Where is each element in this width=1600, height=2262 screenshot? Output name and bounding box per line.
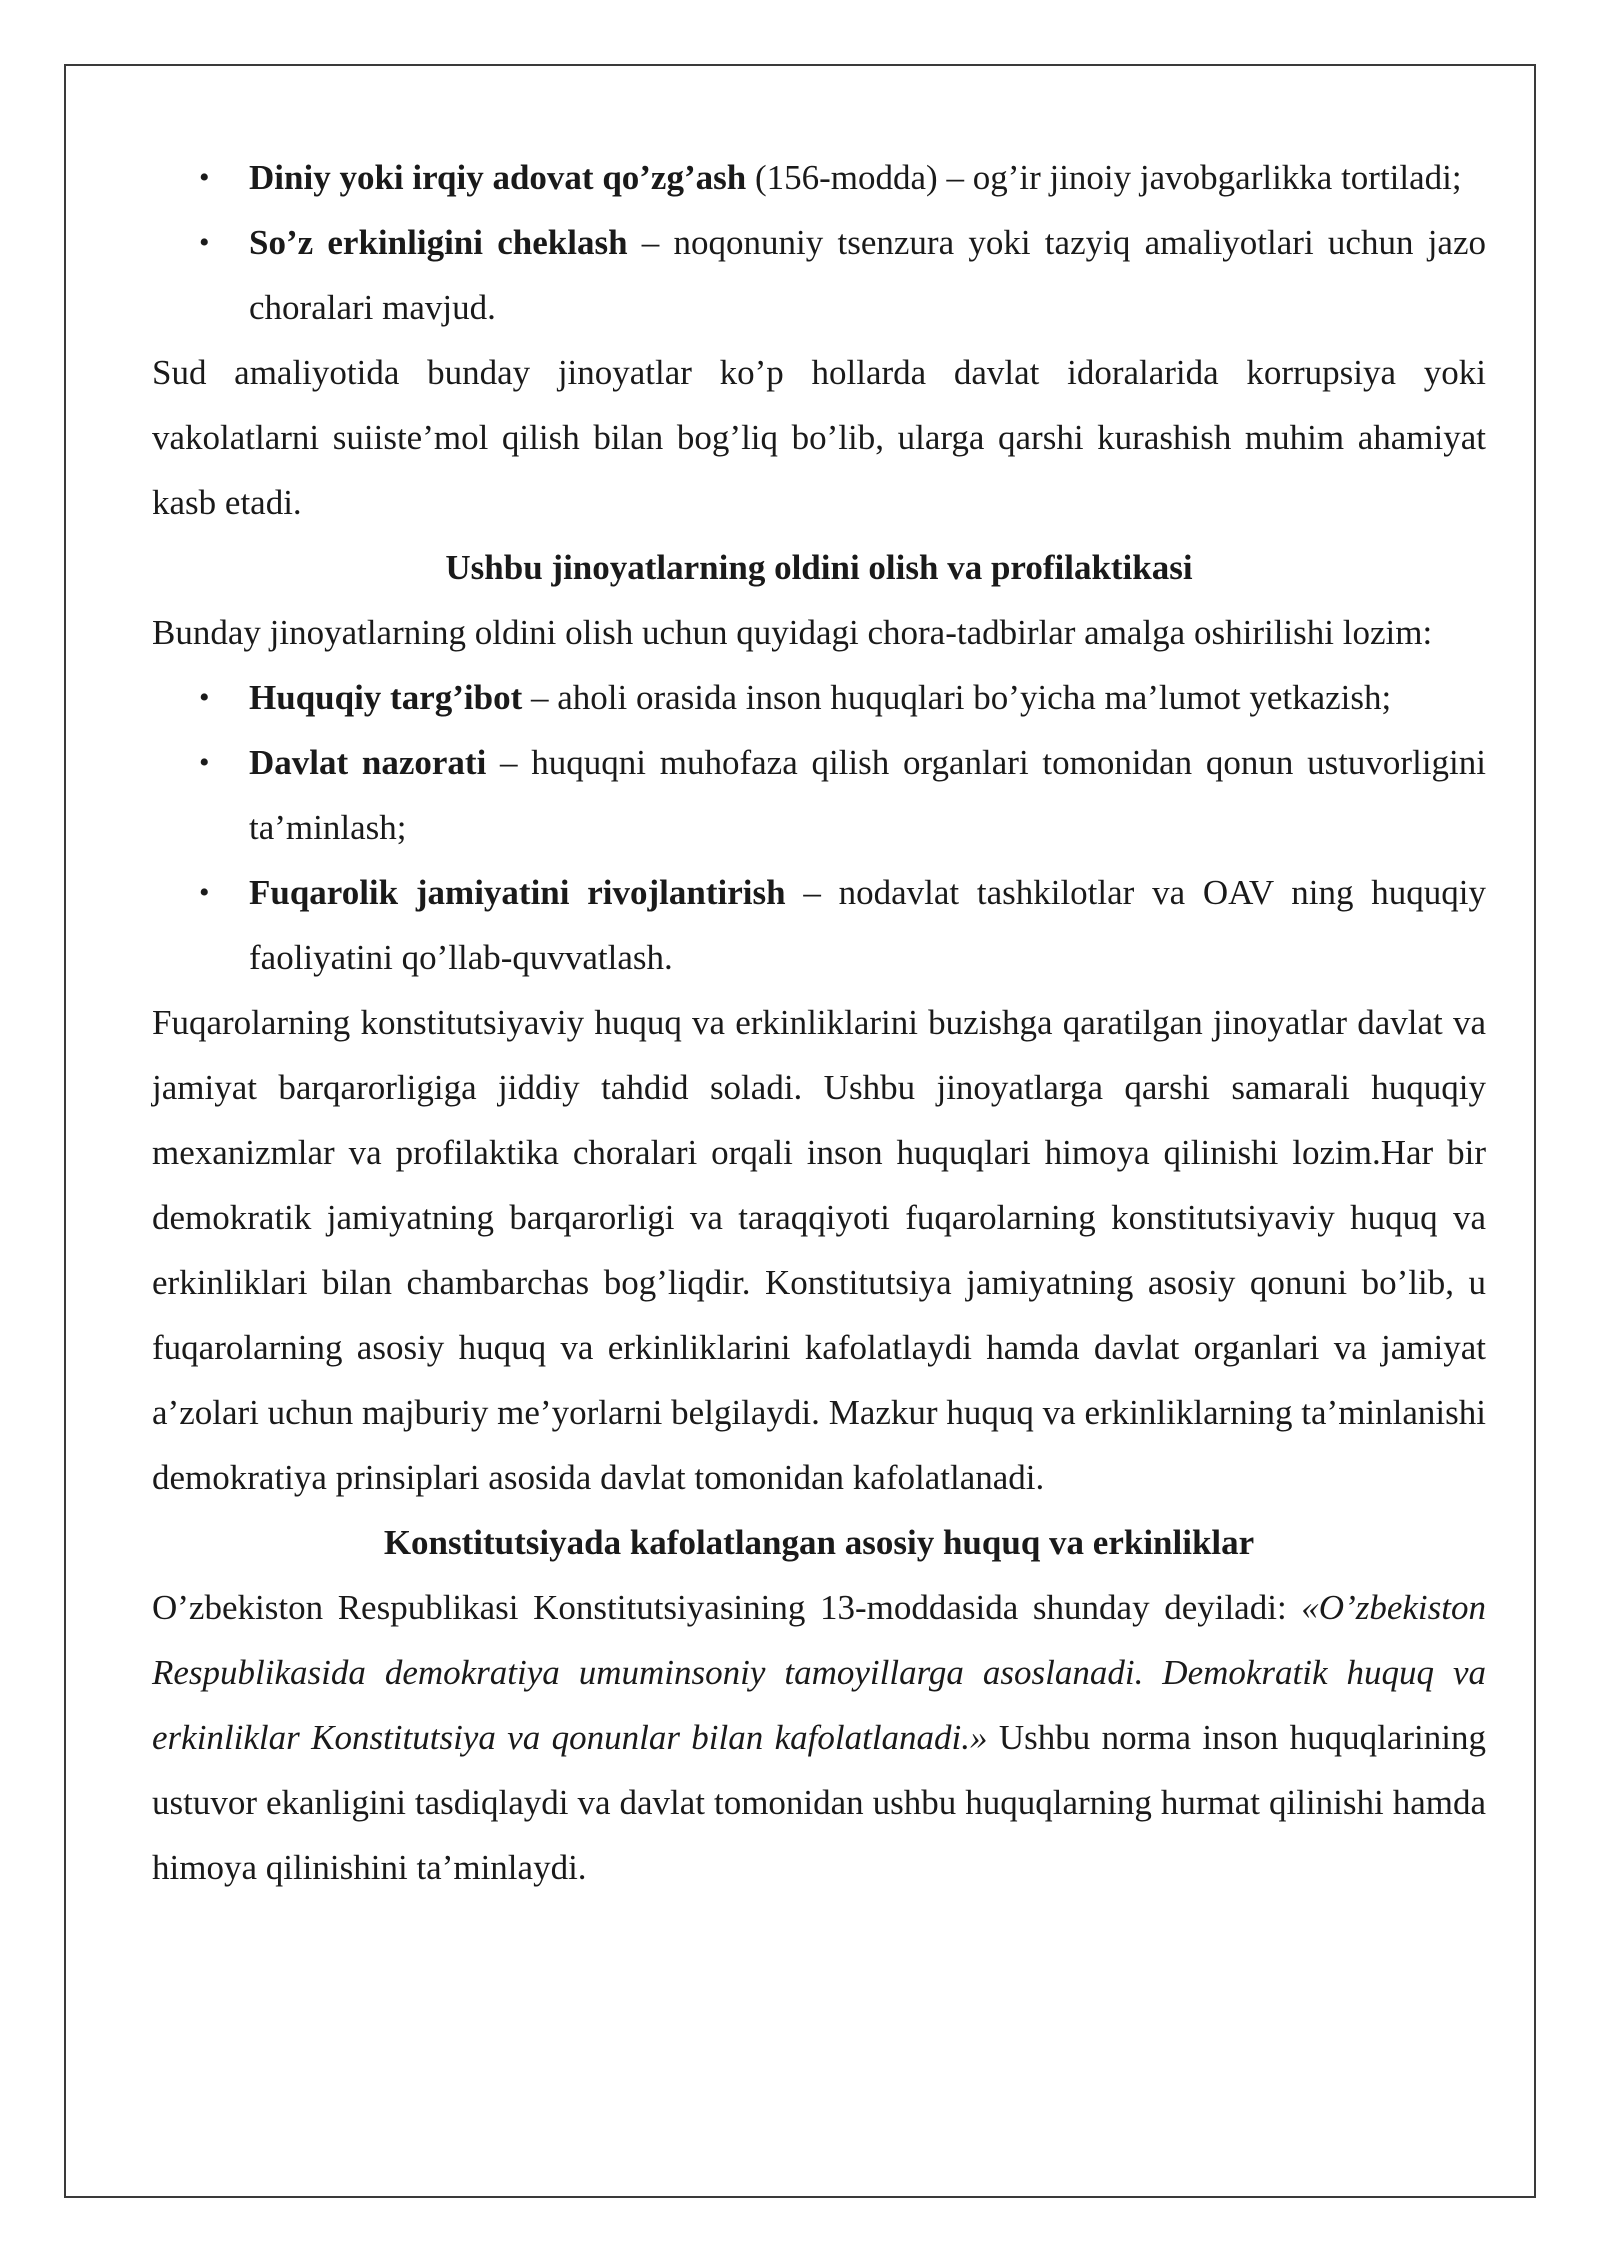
list-item-text: – huquqni muhofaza qilish organlari tomonidan qonun ustuvorligini ta’minlash; [249,743,1486,847]
list-item [152,665,1486,730]
paragraph-constitutional-rights: Fuqarolarning konstitutsiyaviy huquq va erkinliklarini buzishga qaratilgan jinoyatlar davlat va jamiyat barqarorligiga jiddiy tahdid soladi. Ushbu jinoyatlarga qarshi samarali huquqiy mexanizmlar va profilaktika choralari orqali inson huquqlari himoya qilinishi lozim.Har bir demokratik jamiyatning barqarorligi va taraqqiyoti fuqarolarning konstitutsiyaviy huquq va erkinliklari bilan chambarchas bog’liqdir. Konstitutsiya jamiyatning asosiy qonuni bo’lib, u fuqarolarning asosiy huquq va erkinliklarini kafolatlaydi hamda davlat organlari va jamiyat a’zolari uchun majburiy me’yorlarni belgilaydi. Mazkur huquq va erkinliklarning ta’minlanishi demokratiya prinsiplari asosida davlat tomonidan kafolatlanadi. [152,1003,1486,1497]
list-item [152,860,1486,990]
bullet-dot-icon: • [199,226,210,259]
list-item-term: Huquqiy targ’ibot [249,678,523,717]
paragraph-lead-text: O’zbekiston Respublikasi Konstitutsiyasining 13-moddasida shunday deyiladi: [152,1588,1302,1627]
list-item [152,145,1486,210]
list-item-term: Diniy yoki irqiy adovat qo’zg’ash [249,158,747,197]
list-item [152,210,1486,340]
paragraph-article-13 [152,1575,1486,1900]
bullet-dot-icon: • [199,876,210,909]
section-heading-prevention: Ushbu jinoyatlarning oldini olish va profilaktikasi [445,548,1193,587]
bullet-dot-icon: • [199,746,210,779]
list-item-text: – aholi orasida inson huquqlari bo’yicha ma’lumot yetkazish; [522,678,1392,717]
bullet-dot-icon: • [199,681,210,714]
list-item-term: Davlat nazorati [249,743,487,782]
list-item [152,730,1486,860]
paragraph-prevention-intro: Bunday jinoyatlarning oldini olish uchun quyidagi chora-tadbirlar amalga oshirilishi lozim: [152,613,1433,652]
list-item-text: – nodavlat tashkilotlar va OAV ning huquqiy faoliyatini qo’llab-quvvatlash. [249,873,1487,977]
bullet-dot-icon: • [199,161,210,194]
constitution-quote: «O’zbekiston Respublikasida demokratiya umuminsoniy tamoyillarga asoslanadi. Demokratik huquq va erkinliklar Konstitutsiya va qonunlar bilan kafolatlanadi.» [152,1588,1486,1757]
bullet-list-penalties [152,145,1486,340]
document-body [152,145,1486,1900]
section-heading-guaranteed-rights: Konstitutsiyada kafolatlangan asosiy huquq va erkinliklar [383,1523,1255,1562]
list-item-term: Fuqarolik jamiyatini rivojlantirish [249,873,786,912]
paragraph-court-practice: Sud amaliyotida bunday jinoyatlar ko’p hollarda davlat idoralarida korrupsiya yoki vakolatlarni suiiste’mol qilish bilan bog’liq bo’lib, ularga qarshi kurashish muhim ahamiyat kasb etadi. [152,353,1486,522]
list-item-text: (156-modda) – og’ir jinoiy javobgarlikka tortiladi; [746,158,1462,197]
list-item-text: – noqonuniy tsenzura yoki tazyiq amaliyotlari uchun jazo choralari mavjud. [249,223,1486,327]
bullet-list-measures [152,665,1486,990]
paragraph-tail-text: Ushbu norma inson huquqlarining ustuvor ekanligini tasdiqlaydi va davlat tomonidan ushbu huquqlarning hurmat qilinishi hamda himoya qilinishini ta’minlaydi. [152,1718,1486,1887]
list-item-term: So’z erkinligini cheklash [249,223,628,262]
